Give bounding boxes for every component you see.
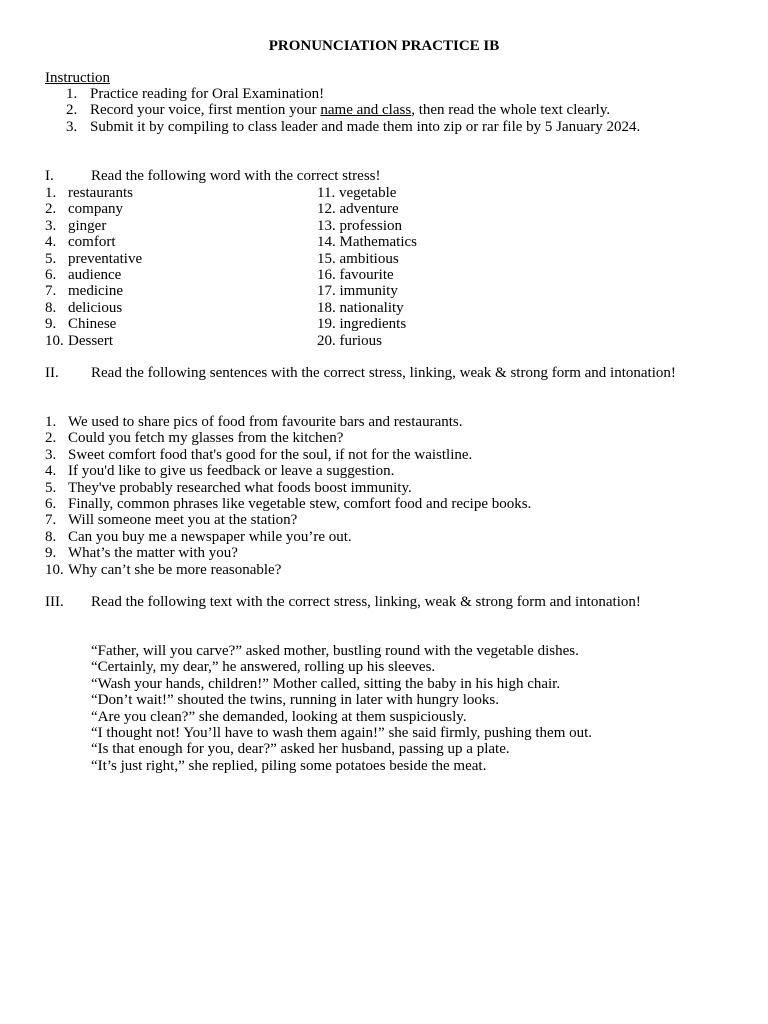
word-item xyxy=(317,234,417,250)
word-text: restaurants xyxy=(68,185,133,201)
sentence-item xyxy=(45,447,725,463)
word-item xyxy=(45,201,317,217)
word-text: ambitious xyxy=(339,250,399,267)
instruction-heading: Instruction xyxy=(45,70,110,86)
word-text: audience xyxy=(68,266,122,283)
word-number: 6. xyxy=(45,266,57,283)
word-number: 8. xyxy=(45,299,57,316)
sentence-number: 10. xyxy=(45,561,64,578)
sentence-number: 1. xyxy=(45,414,57,430)
word-text: company xyxy=(68,201,123,218)
word-list xyxy=(45,185,725,349)
dialogue-line: “I thought not! You’ll have to wash them again!” she said firmly, pushing them out. xyxy=(91,724,593,741)
word-number: 17. xyxy=(317,283,336,300)
instruction-text: Practice reading for Oral Examination! xyxy=(90,86,325,102)
section-3-title: Read the following text with the correct stress, linking, weak & strong form and intonation! xyxy=(91,594,641,610)
word-text: Dessert xyxy=(68,332,113,349)
word-item xyxy=(317,283,398,299)
sentence-number: 8. xyxy=(45,528,57,545)
word-number: 7. xyxy=(45,283,57,300)
word-row xyxy=(45,185,725,201)
word-number: 4. xyxy=(45,234,57,251)
word-text: furious xyxy=(339,332,382,349)
page-title: PRONUNCIATION PRACTICE IB xyxy=(268,38,500,54)
dialogue-line: “Certainly, my dear,” he answered, rolling up his sleeves. xyxy=(91,659,436,676)
sentence-text: Will someone meet you at the station? xyxy=(68,512,298,529)
sentence-number: 3. xyxy=(45,446,57,463)
word-text: favourite xyxy=(339,266,394,283)
instruction-number: 1. xyxy=(66,86,78,102)
word-number: 13. xyxy=(317,217,336,234)
dialogue-line: “Wash your hands, children!” Mother called, sitting the baby in his high chair. xyxy=(91,675,561,692)
word-text: Chinese xyxy=(68,316,117,333)
word-item xyxy=(317,267,394,283)
word-row xyxy=(45,300,725,316)
word-text: delicious xyxy=(68,299,123,316)
sentence-text: Why can’t she be more reasonable? xyxy=(68,561,282,578)
word-number: 16. xyxy=(317,266,336,283)
word-row xyxy=(45,333,725,349)
sentence-item xyxy=(45,545,725,561)
word-text: nationality xyxy=(339,299,404,316)
word-text: vegetable xyxy=(338,185,397,201)
dialogue-line: “Is that enough for you, dear?” asked her husband, passing up a plate. xyxy=(91,741,510,758)
word-item xyxy=(45,234,317,250)
word-item xyxy=(45,218,317,234)
word-number: 20. xyxy=(317,332,336,349)
word-row xyxy=(45,234,725,250)
dialogue-line: “Father, will you carve?” asked mother, bustling round with the vegetable dishes. xyxy=(91,643,579,659)
word-text: comfort xyxy=(68,234,116,251)
section-1-heading xyxy=(45,168,725,184)
instruction-list xyxy=(66,86,716,135)
section-2-title: Read the following sentences with the correct stress, linking, weak & strong form and intonation! xyxy=(91,365,676,381)
word-number: 12. xyxy=(317,201,336,218)
sentence-text: If you'd like to give us feedback or leave a suggestion. xyxy=(68,463,395,480)
sentence-list xyxy=(45,414,725,578)
instruction-item xyxy=(66,119,716,135)
word-number: 10. xyxy=(45,332,64,349)
sentence-text: Sweet comfort food that's good for the soul, if not for the waistline. xyxy=(68,446,473,463)
instruction-item xyxy=(66,102,716,118)
word-item xyxy=(317,218,402,234)
name-and-class-underlined: name and class xyxy=(320,102,412,119)
dialogue-line: “Are you clean?” she demanded, looking at them suspiciously. xyxy=(91,708,467,725)
word-number: 5. xyxy=(45,250,57,267)
word-row xyxy=(45,267,725,283)
section-1-number: I. xyxy=(45,168,54,184)
sentence-number: 6. xyxy=(45,495,57,512)
word-number: 2. xyxy=(45,201,57,218)
word-item xyxy=(45,316,317,332)
sentence-text: Could you fetch my glasses from the kitchen? xyxy=(68,430,344,447)
instruction-text-pre: Record your voice, first mention your xyxy=(90,102,321,119)
sentence-item xyxy=(45,529,725,545)
word-text: ingredients xyxy=(339,316,407,333)
word-item xyxy=(45,333,317,349)
word-row xyxy=(45,201,725,217)
word-text: preventative xyxy=(68,250,143,267)
word-text: ginger xyxy=(68,217,107,234)
sentence-number: 7. xyxy=(45,512,57,529)
sentence-item xyxy=(45,463,725,479)
sentence-number: 5. xyxy=(45,479,57,496)
sentence-number: 2. xyxy=(45,430,57,447)
sentence-number: 9. xyxy=(45,545,57,562)
word-item xyxy=(45,300,317,316)
word-text: adventure xyxy=(339,201,399,218)
instruction-number: 2. xyxy=(66,102,78,119)
word-item xyxy=(317,300,404,316)
word-number: 18. xyxy=(317,299,336,316)
word-text: Mathematics xyxy=(339,234,417,251)
sentence-text: Finally, common phrases like vegetable stew, comfort food and recipe books. xyxy=(68,495,532,512)
word-row xyxy=(45,283,725,299)
word-item xyxy=(317,316,406,332)
sentence-text: They've probably researched what foods boost immunity. xyxy=(68,479,412,496)
section-2-number: II. xyxy=(45,365,59,381)
dialogue-line: “It’s just right,” she replied, piling some potatoes beside the meat. xyxy=(91,757,487,774)
section-2-heading xyxy=(45,365,725,381)
instruction-item xyxy=(66,86,716,102)
word-number: 9. xyxy=(45,316,57,333)
word-item xyxy=(317,185,396,201)
dialogue-line: “Don’t wait!” shouted the twins, running in later with hungry looks. xyxy=(91,692,499,709)
instruction-number: 3. xyxy=(66,118,78,135)
word-row xyxy=(45,218,725,234)
sentence-item xyxy=(45,480,725,496)
section-1-title: Read the following word with the correct stress! xyxy=(91,168,381,184)
word-item xyxy=(317,201,399,217)
word-number: 19. xyxy=(317,316,336,333)
word-text: immunity xyxy=(339,283,398,300)
word-item xyxy=(317,333,382,349)
sentence-text: Can you buy me a newspaper while you’re out. xyxy=(68,528,352,545)
word-number: 11. xyxy=(317,185,336,201)
word-item xyxy=(45,185,317,201)
sentence-item xyxy=(45,512,725,528)
section-3-number: III. xyxy=(45,594,64,610)
instruction-text xyxy=(90,102,716,118)
word-row xyxy=(45,251,725,267)
sentence-text: We used to share pics of food from favourite bars and restaurants. xyxy=(68,414,463,430)
word-number: 3. xyxy=(45,217,57,234)
instruction-text-post: , then read the whole text clearly. xyxy=(411,102,611,119)
sentence-text: What’s the matter with you? xyxy=(68,545,238,562)
sentence-item xyxy=(45,496,725,512)
word-number: 1. xyxy=(45,185,57,201)
word-text: profession xyxy=(339,217,402,234)
section-3-heading xyxy=(45,594,725,610)
word-number: 15. xyxy=(317,250,336,267)
word-number: 14. xyxy=(317,234,336,251)
word-item xyxy=(317,251,399,267)
dialogue-text xyxy=(91,643,731,774)
sentence-item xyxy=(45,414,725,430)
word-item xyxy=(45,251,317,267)
sentence-number: 4. xyxy=(45,463,57,480)
word-text: medicine xyxy=(68,283,123,300)
sentence-item xyxy=(45,430,725,446)
word-row xyxy=(45,316,725,332)
word-item xyxy=(45,283,317,299)
word-item xyxy=(45,267,317,283)
sentence-item xyxy=(45,562,725,578)
instruction-text: Submit it by compiling to class leader and made them into zip or rar file by 5 January 2024. xyxy=(90,118,641,135)
